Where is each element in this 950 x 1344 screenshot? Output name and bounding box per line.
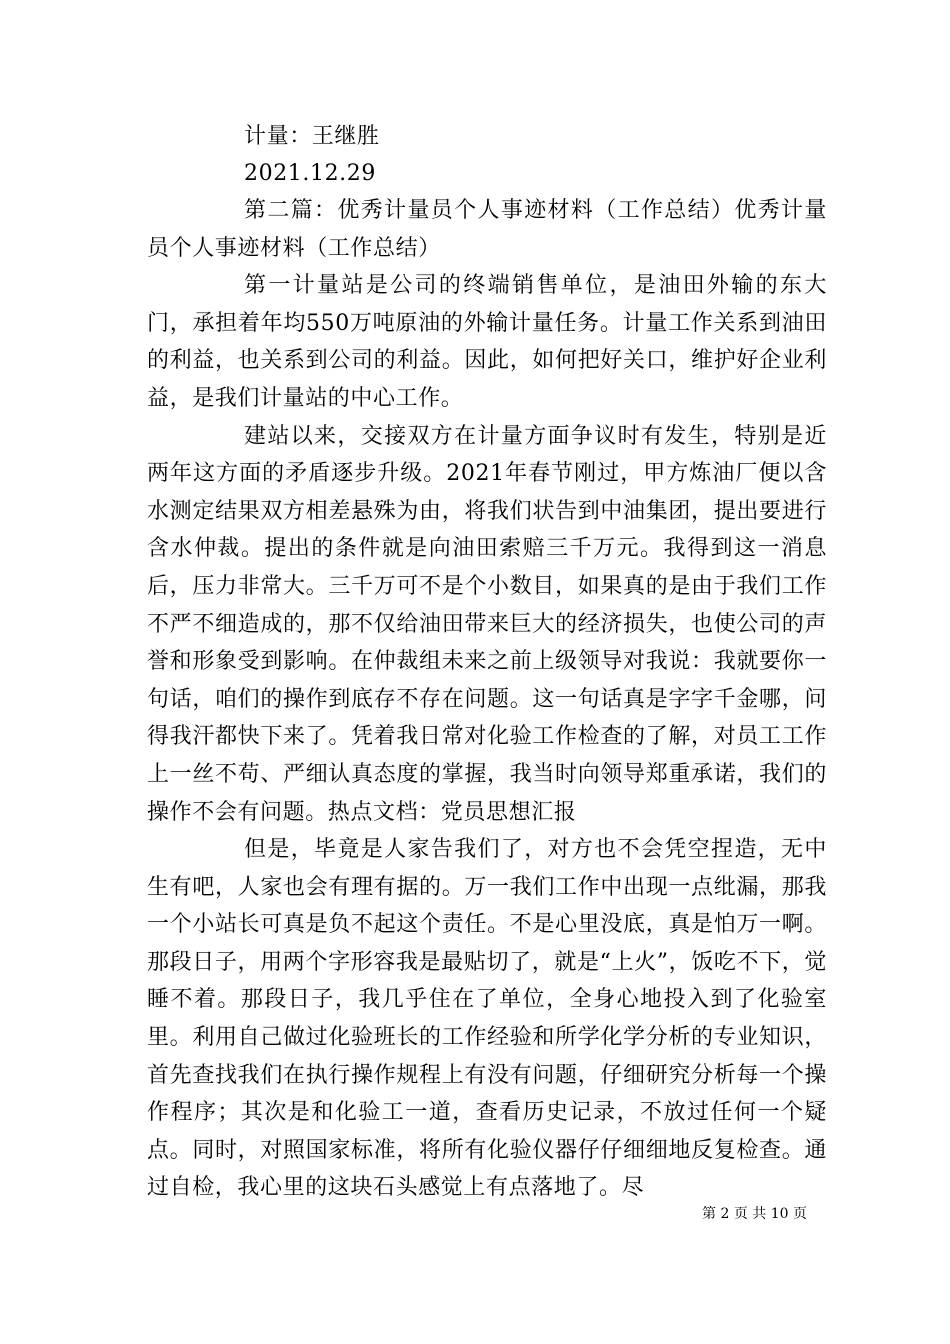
body-paragraph-3: 但是，毕竟是人家告我们了，对方也不会凭空捏造，无中生有吧，人家也会有理有据的。万一我们工作中出现一点纰漏，那我一个小站长可真是负不起这个责任。不是心里没底，真是怕万一啊。那段日子，用两个字形容我是最贴切了，就是“上火”，饭吃不下，觉睡不着。那段日子，我几乎住在了单位，全身心地投入到了化验室里。利用自己做过化验班长的工作经验和所学化学分析的专业知识，首先查找我们在执行操作规程上有没有问题，仔细研究分析每一个操作程序；其次是和化验工一道，查看历史记录，不放过任何一个疑点。同时，对照国家标准，将所有化验仪器仔仔细细地反复检查。通过自检，我心里的这块石头感觉上有点落地了。尽 — [147, 837, 827, 1201]
section-title: 第二篇：优秀计量员个人事迹材料（工作总结）优秀计量员个人事迹材料（工作总结） — [147, 198, 827, 261]
body-paragraph-1: 第一计量站是公司的终端销售单位，是油田外输的东大门，承担着年均550万吨原油的外输计量任务。计量工作关系到油田的利益，也关系到公司的利益。因此，如何把好关口，维护好企业利益，是我们计量站的中心工作。 — [147, 273, 827, 411]
body-paragraph-2: 建站以来，交接双方在计量方面争议时有发生，特别是近两年这方面的矛盾逐步升级。2021年春节刚过，甲方炼油厂便以含水测定结果双方相差悬殊为由，将我们状告到中油集团，提出要进行含水仲裁。提出的条件就是向油田索赔三千万元。我得到这一消息后，压力非常大。三千万可不是个小数目，如果真的是由于我们工作不严不细造成的，那不仅给油田带来巨大的经济损失，也使公司的声誉和形象受到影响。在仲裁组未来之前上级领导对我说：我就要你一句话，咱们的操作到底存不存在问题。这一句话真是字字千金哪，问得我汗都快下来了。凭着我日常对化验工作检查的了解，对员工工作上一丝不苟、严细认真态度的掌握，我当时向领导郑重承诺，我们的操作不会有问题。热点文档：党员思想汇报 — [147, 423, 827, 825]
signature-date: 2021.12.29 — [244, 161, 376, 186]
signature-meter-line: 计量：王继胜 — [244, 124, 380, 149]
document-body — [147, 118, 827, 1207]
page-number-footer: 第 2 页 共 10 页 — [702, 1206, 807, 1222]
